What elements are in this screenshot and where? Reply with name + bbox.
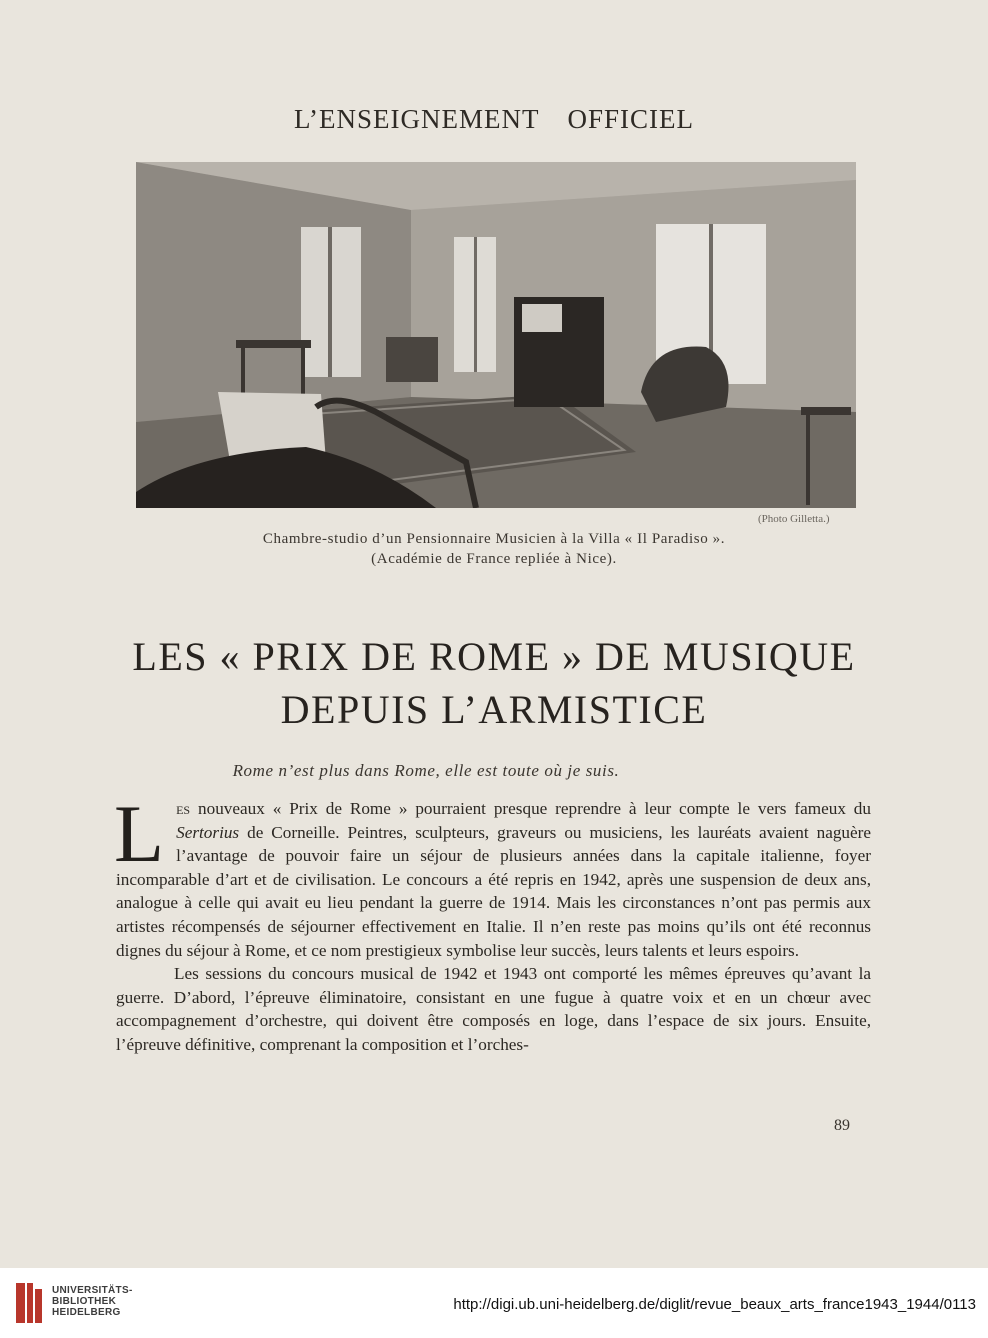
caption-line2: (Académie de France repliée à Nice). — [371, 551, 617, 567]
library-name-line1: UNIVERSITÄTS- — [52, 1285, 133, 1296]
running-head-part2: OFFICIEL — [567, 104, 694, 134]
paragraph-2: Les sessions du concours musical de 1942 et 1943 ont comporté les mêmes épreuves qu’avant la guerre. D’abord, l’épreuve éliminatoire, consistant en une fugue à quatre voix et en un chœur avec accompagnement d’orchestre, qui doivent être composés en loge, dans l’espace de six jours. Ensuite, l’épreuve définitive, comprenant la composition et l’orches- — [116, 964, 871, 1054]
drop-cap: L — [114, 788, 165, 879]
library-name-line2: BIBLIOTHEK — [52, 1296, 117, 1307]
caption-line1: Chambre-studio d’un Pensionnaire Musicien à la Villa « Il Paradiso ». — [262, 531, 726, 547]
source-url-link[interactable]: http://digi.ub.uni-heidelberg.de/diglit/revue_beaux_arts_france1943_1944/0113 — [453, 1296, 976, 1313]
room-photograph — [136, 162, 856, 508]
epigraph: Rome n’est plus dans Rome, elle est toute où je suis. — [232, 761, 620, 780]
library-name-line3: HEIDELBERG — [52, 1307, 121, 1318]
library-name — [52, 1285, 133, 1318]
work-title-italic: Sertorius — [176, 822, 240, 842]
running-head-part1: L’ENSEIGNEMENT — [294, 104, 540, 134]
article-body — [114, 788, 871, 1057]
running-head — [0, 104, 988, 135]
paragraph-1-part-a: nouveaux « Prix de Rome » pourraient presque reprendre à leur compte le vers fameux du — [190, 799, 871, 818]
article-title-line2: DEPUIS L’ARMISTICE — [280, 687, 708, 732]
page-number: 89 — [834, 1117, 850, 1134]
paragraph-1 — [114, 788, 871, 962]
paragraph-1-part-b: de Corneille. Peintres, sculpteurs, graveurs ou musiciens, les lauréats avaient naguère l’avantage de pouvoir faire un séjour de plusieurs années dans la capitale italienne, foyer incomparable d’art et de civilisation. Le concours a été repris en 1942, après une suspension de deux ans, analogue à celle qui avait eu lieu pendant la guerre de 1914. Mais les circonstances n’ont pas permis aux artistes récompensés de séjourner effectivement en Italie. Il n’en reste pas moins qu’ils ont été reconnus dignes du séjour à Rome, et ce nom prestigieux symbolise leur succès, leurs talents et leurs espoirs. — [116, 822, 871, 960]
photo-credit: (Photo Gilletta.) — [758, 513, 830, 525]
article-title-line1: LES « PRIX DE ROME » DE MUSIQUE — [132, 634, 856, 679]
library-logo-icon — [14, 1281, 44, 1325]
small-caps-start: es — [176, 799, 191, 818]
